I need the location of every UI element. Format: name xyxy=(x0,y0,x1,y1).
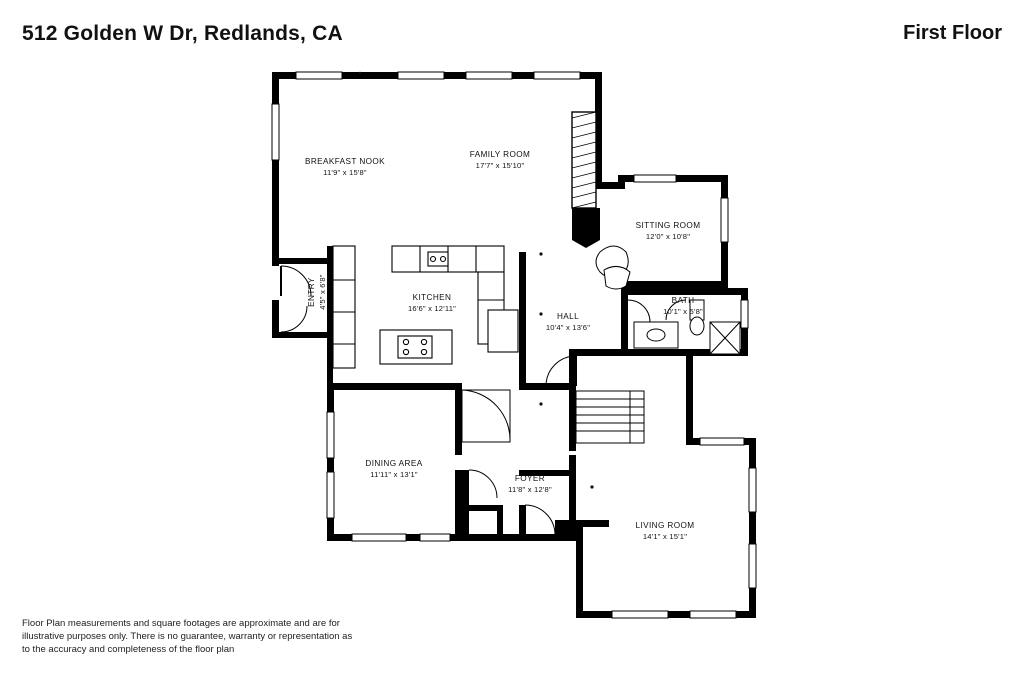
room-dims: 16'6" x 12'11" xyxy=(407,304,457,313)
room-label-sitting-room xyxy=(636,220,701,242)
room-dims: 11'9" x 15'8" xyxy=(323,168,367,177)
room-name: KITCHEN xyxy=(412,293,452,302)
room-label-kitchen xyxy=(408,292,456,314)
room-name: DINING AREA xyxy=(365,459,423,468)
room-name: FOYER xyxy=(514,474,546,483)
room-dims: 17'7" x 15'10" xyxy=(475,161,525,170)
floor-label: First Floor xyxy=(903,22,1002,44)
room-name: BREAKFAST NOOK xyxy=(304,157,386,166)
room-label-dining-area xyxy=(365,458,422,480)
room-name: FAMILY ROOM xyxy=(469,150,531,159)
room-name: SITTING ROOM xyxy=(635,221,701,230)
room-label-foyer xyxy=(508,473,552,495)
room-dims: 10'1" x 5'8" xyxy=(663,307,703,316)
fireplace xyxy=(572,112,600,248)
disclaimer-text: Floor Plan measurements and square footages are approximate and are for illustrative purposes only. There is no guarantee, warranty or representation as to the accuracy and completeness of the floor plan xyxy=(22,618,353,655)
room-label-living-room xyxy=(636,520,695,542)
room-label-breakfast-nook xyxy=(305,156,385,178)
room-label-family-room xyxy=(470,149,531,171)
room-dims: 4'5" x 6'8" xyxy=(318,274,327,310)
staircase xyxy=(576,391,644,443)
room-name: LIVING ROOM xyxy=(635,521,695,530)
room-label-entry xyxy=(306,274,328,309)
room-name: ENTRY xyxy=(307,277,316,307)
room-dims: 14'1" x 15'1" xyxy=(642,532,688,541)
room-label-bath xyxy=(663,295,703,317)
room-name: HALL xyxy=(556,312,580,321)
page-title: 512 Golden W Dr, Redlands, CA xyxy=(22,22,343,45)
room-dims: 11'11" x 13'1" xyxy=(370,470,418,479)
room-dims: 11'8" x 12'8" xyxy=(508,485,552,494)
room-label-hall xyxy=(546,311,590,333)
room-dims: 10'4" x 13'6" xyxy=(545,323,591,332)
room-dims: 12'0" x 10'8" xyxy=(645,232,691,241)
room-name: BATH xyxy=(671,296,695,305)
